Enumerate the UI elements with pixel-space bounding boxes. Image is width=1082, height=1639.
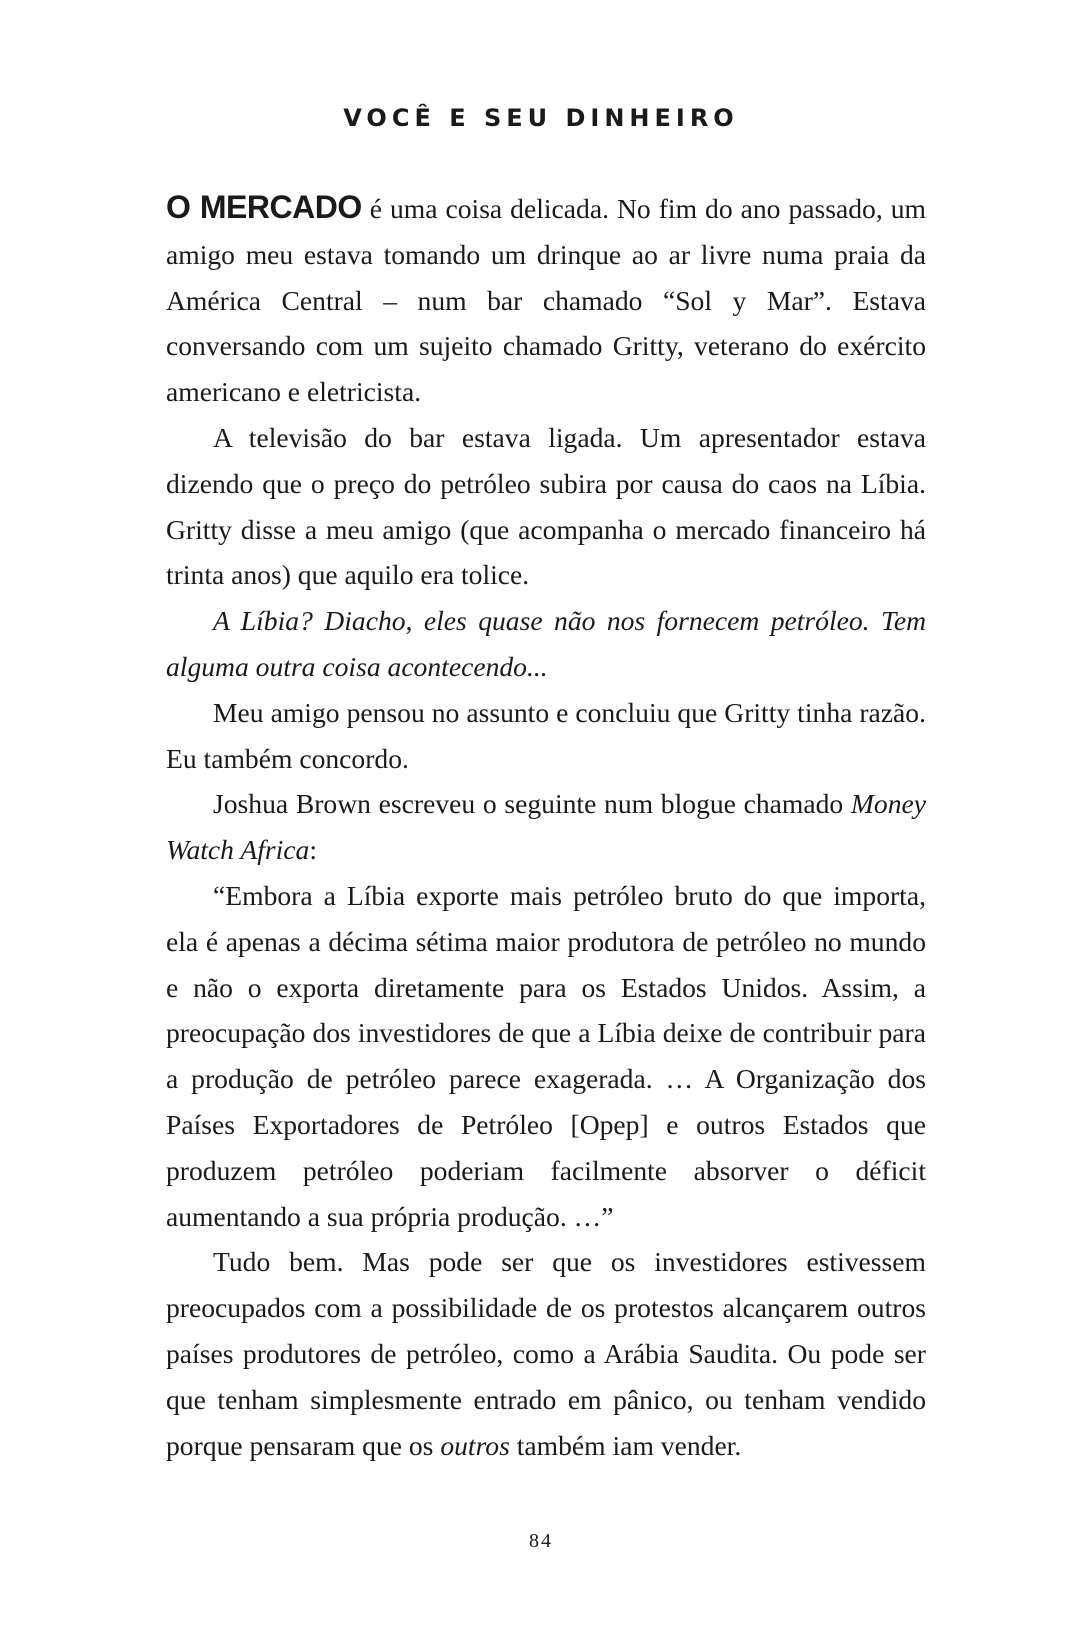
paragraph-5-text: Joshua Brown escreveu o seguinte num blogue chamado [213, 788, 851, 820]
running-head-title: VOCÊ E SEU DINHEIRO [343, 104, 739, 132]
paragraph-6-quotation: “Embora a Líbia exporte mais petróleo bruto do que importa, ela é apenas a décima sétima maior produtora de petróleo no mundo e não o exporta diretamente para os Estados Unidos. Assim, a preocupação dos investidores de que a Líbia deixe de contribuir para a produção de petróleo parece exagerada. … A Organização dos Países Exportadores de Petróleo [Opep] e outros Estados que produzem petróleo poderiam facilmente absorver o déficit aumentando a sua própria produção. …” [166, 879, 926, 1232]
paragraph-7-suffix: também iam vender. [509, 1429, 742, 1461]
paragraph-7-text: Tudo bem. Mas pode ser que os investidores estivessem preocupados com a possibilidade de os protestos alcançarem outros países produtores de petróleo, como a Arábia Saudita. Ou pode ser que tenham simplesmente entrado em pânico, ou tenham vendido porque pensaram que os [166, 1246, 926, 1461]
paragraph-7 [166, 1239, 926, 1468]
blog-title: Money Watch Africa [166, 788, 926, 866]
paragraph-5-suffix: : [309, 834, 318, 866]
emphasis-outros: outros [440, 1429, 510, 1461]
paragraph-1-text: é uma coisa delicada. No fim do ano passado, um amigo meu estava tomando um drinque ao ar livre numa praia da América Central – num bar chamado “Sol y Mar”. Estava conversando com um sujeito chamado Gritty, veterano do exército americano e eletricista. [166, 193, 927, 408]
paragraph-4: Meu amigo pensou no assunto e concluiu que Gritty tinha razão. Eu também concordo. [166, 696, 926, 774]
paragraph-5 [166, 781, 926, 873]
body-text [166, 185, 926, 1468]
lead-in-caps: O MERCADO [166, 189, 362, 225]
paragraph-3-quote: A Líbia? Diacho, eles quase não nos fornecem petróleo. Tem alguma outra coisa acontecendo... [166, 605, 926, 682]
paragraph-1 [166, 185, 926, 415]
paragraph-2: A televisão do bar estava ligada. Um apresentador estava dizendo que o preço do petróleo subira por causa do caos na Líbia. Gritty disse a meu amigo (que acompanha o mercado financeiro há trinta anos) que aquilo era tolice. [166, 421, 926, 591]
page-number: 84 [529, 1530, 553, 1552]
